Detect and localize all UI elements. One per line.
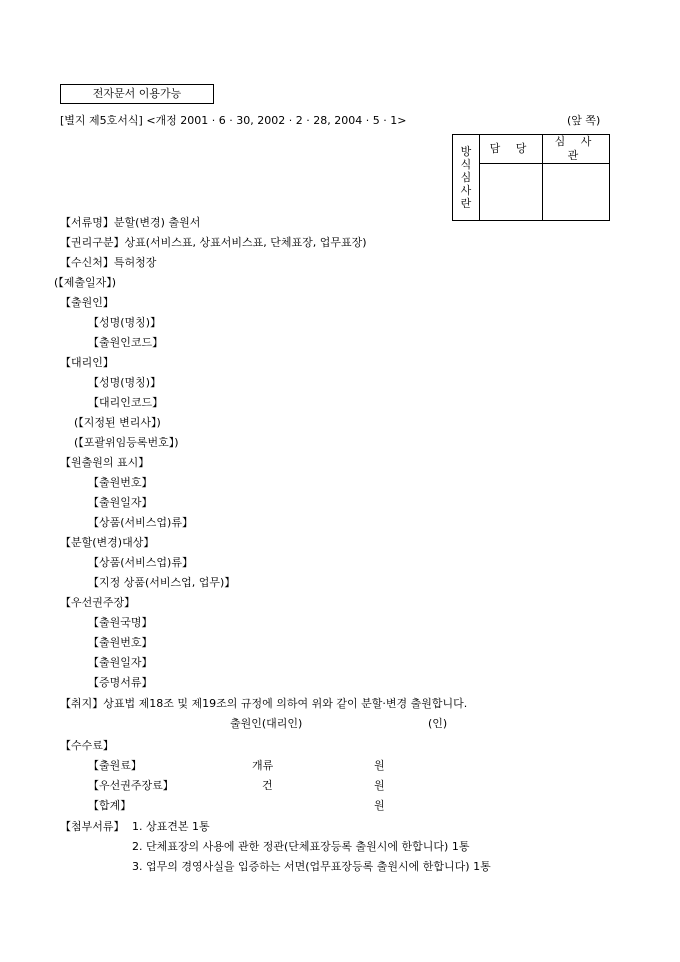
attachments-section: 【첨부서류】: [60, 820, 125, 833]
applicant-name: 【성명(명칭)】: [88, 316, 162, 329]
fee-application-unit: 개류: [252, 759, 274, 772]
review-cell-staff: [480, 164, 543, 221]
original-application-number: 【출원번호】: [88, 476, 153, 489]
original-goods-class: 【상품(서비스업)류】: [88, 516, 193, 529]
review-side-label: 방 식 심 사 란: [453, 135, 480, 221]
submission-date: (【제출일자】): [54, 276, 117, 289]
right-category: 【권리구분】상표(서비스표, 상표서비스표, 단체표장, 업무표장): [60, 236, 367, 249]
applicant-section: 【출원인】: [60, 296, 114, 309]
fee-application-label: 【출원료】: [88, 759, 142, 772]
priority-country: 【출원국명】: [88, 616, 153, 629]
designated-attorney: (【지정된 변리사】): [74, 416, 161, 429]
agent-name: 【성명(명칭)】: [88, 376, 162, 389]
fees-section: 【수수료】: [60, 739, 114, 752]
document-name: 【서류명】분할(변경) 출원서: [60, 216, 201, 229]
priority-application-date: 【출원일자】: [88, 656, 153, 669]
original-application-date: 【출원일자】: [88, 496, 153, 509]
review-cell-examiner: [543, 164, 610, 221]
seal-mark: (인): [428, 717, 448, 730]
fee-total-label: 【합계】: [88, 799, 132, 812]
review-col-examiner: 심 사 관: [543, 135, 610, 164]
purpose-statement: 【취지】상표법 제18조 및 제19조의 규정에 의하여 위와 같이 분할·변경 출원합니다.: [60, 697, 468, 710]
recipient: 【수신처】특허청장: [60, 256, 157, 269]
attachment-item-3: 3. 업무의 경영사실을 입증하는 서면(업무표장등록 출원시에 한합니다) 1통: [132, 860, 491, 873]
attachment-item-1: 1. 상표견본 1통: [132, 820, 210, 833]
electronic-document-label: 전자문서 이용가능: [60, 84, 214, 104]
agent-code: 【대리인코드】: [88, 396, 164, 409]
fee-priority-currency: 원: [374, 779, 385, 792]
form-reference: [별지 제5호서식] <개정 2001 · 6 · 30, 2002 · 2 · 28, 2004 · 5 · 1>: [60, 114, 407, 127]
applicant-signature-label: 출원인(대리인): [230, 717, 303, 730]
fee-total-currency: 원: [374, 799, 385, 812]
fee-priority-label: 【우선권주장료】: [88, 779, 174, 792]
attachment-item-2: 2. 단체표장의 사용에 관한 정관(단체표장등록 출원시에 한합니다) 1통: [132, 840, 470, 853]
priority-evidence: 【증명서류】: [88, 676, 153, 689]
designated-goods: 【지정 상품(서비스업, 업무)】: [88, 576, 236, 589]
target-goods-class: 【상품(서비스업)류】: [88, 556, 193, 569]
priority-claim-section: 【우선권주장】: [60, 596, 136, 609]
division-target-section: 【분할(변경)대상】: [60, 536, 155, 549]
fee-priority-unit: 건: [262, 779, 273, 792]
agent-section: 【대리인】: [60, 356, 114, 369]
general-power-number: (【포괄위임등록번호】): [74, 436, 179, 449]
fee-application-currency: 원: [374, 759, 385, 772]
priority-application-number: 【출원번호】: [88, 636, 153, 649]
review-table: [452, 134, 610, 221]
page-side-label: (앞 쪽): [567, 114, 601, 127]
applicant-code: 【출원인코드】: [88, 336, 164, 349]
review-col-staff: 담 당: [480, 135, 543, 164]
original-application-section: 【원출원의 표시】: [60, 456, 150, 469]
